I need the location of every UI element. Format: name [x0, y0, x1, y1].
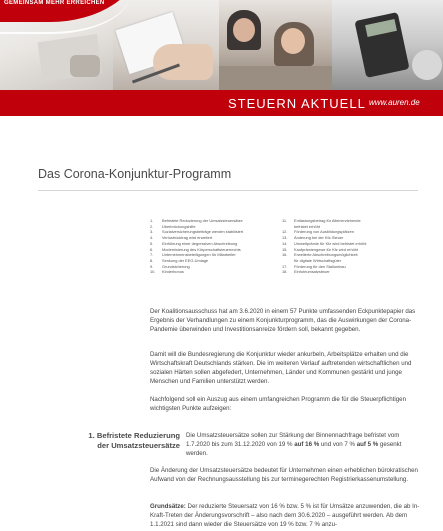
- intro-paragraph-3: Nachfolgend soll ein Auszug aus einem umfangreichen Programm die für die Steuerpflichtigen wichtigsten Punkte aufzeigen:: [150, 396, 407, 413]
- document-title: Das Corona-Konjunktur-Programm: [38, 167, 232, 181]
- section-heading: [80, 431, 180, 451]
- toc-item: 1. Befristete Reduzierung der Umsatzsteuersätze: [150, 218, 243, 223]
- toc-item: 4. Verlustrücktrag wird erweitert: [150, 235, 213, 241]
- toc-item: 6. Modernisierung des Körperschaftsteuerrechts: [150, 246, 241, 252]
- banner-title: STEUERN AKTUELL: [228, 96, 366, 111]
- section-paragraph-2: Die Änderung der Umsatzsteuersätze bedeutet für Unternehmen einen erheblichen bürokratischen Aufwand von der Rechnungsausstellung bis zur terminegerechten Registrierkassenumstellung.: [150, 467, 418, 484]
- toc-item: für digitale Wirtschaftsgüter: [294, 257, 342, 263]
- toc-item: 9. Grundsicherung: [150, 263, 190, 269]
- toc-item: 10. Kinderbonus: [150, 269, 184, 275]
- toc-item: 18. Einfuhrumsatzsteuer: [282, 269, 330, 275]
- header-photo-meeting: [219, 0, 332, 90]
- toc-item: 12. Förderung von Ausbildungsplätzen: [282, 229, 354, 235]
- header-photo-calculator: [332, 0, 443, 90]
- toc-item: befristet erhöht: [294, 223, 320, 229]
- logo-tagline: GEMEINSAM MEHR ERREICHEN: [4, 0, 105, 6]
- toc-right-column: [282, 218, 412, 275]
- toc-item: 7. Unternehmensbeteiligungen für Mitarbeiter: [150, 252, 236, 258]
- banner-url[interactable]: www.auren.de: [369, 98, 420, 107]
- intro-paragraph-2: Damit will die Bundesregierung die Konjunktur wieder ankurbeln, Arbeitsplätze erhalten und die Wirtschaftskraft Deutschlands stärken. Die im weiteren Verlauf auftretenden wirtschaftlichen und sozialen Härten sollen abgefedert, Unternehmen, Länder und Kommunen gestärkt und junge Menschen und Familien unterstützt werden.: [150, 351, 412, 386]
- toc-item: 16. Erweiterte Abschreibungsmöglichkeit: [282, 252, 358, 258]
- section-heading-line-1: 1. Befristete Reduzierung: [88, 431, 180, 440]
- header-banner-gap: [0, 116, 443, 120]
- toc-item: 13. Änderung bei der Kfz-Steuer: [282, 235, 344, 241]
- section-heading-line-2: der Umsatzsteuersätze: [97, 441, 180, 450]
- toc-item: 15. Kaufprämiengewe für Kfz wird erhöht: [282, 246, 359, 252]
- toc-item: 14. Umweltprämie für Kfz wird befristet erhöht: [282, 240, 367, 246]
- toc-item: 5. Einführung einer degressiven Abschreibung: [150, 240, 238, 246]
- toc-item: 3. Sozialversicherungsbeiträge werden stabilisiert: [150, 229, 244, 235]
- toc-left-column: [150, 218, 272, 275]
- toc-item: 11. Entlastungsbetrag für Alleinerziehende: [282, 218, 361, 223]
- header-photo-documents: [113, 0, 219, 90]
- toc-item: 2. Überbrückungshilfe: [150, 223, 196, 229]
- toc-item: 8. Senkung der EEG-Umlage: [150, 257, 209, 263]
- section-paragraph-1: Die Umsatzsteuersätze sollen zur Stärkung der Binnennachfrage befristet vom 1.7.2020 bis zum 31.12.2020 von 19 % auf 16 % und von 7 % auf 5 % gesenkt werden.: [186, 432, 402, 458]
- intro-paragraph-1: Der Koalitionsausschuss hat am 3.6.2020 in einem 57 Punkte umfassenden Eckpunktepapier das Ergebnis der Verhandlungen zu einem Konjunkturprogramm, das die Auswirkungen der Corona-Pandemie überwinden und Investitionsanreize fördern soll, bekannt gegeben.: [150, 308, 416, 334]
- title-divider: [38, 190, 418, 191]
- section-paragraph-3: Grundsätze: Der reduzierte Steuersatz von 16 % bzw. 5 % ist für Umsätze anzuwenden, die ab In-Kraft-Treten der Änderungsvorschrift – also nach dem 30.6.2020 – ausgeführt werden. Ab dem 1.1.2021 sind dann wieder die Steuersätze von 19 % bzw. 7 % anzu-: [150, 503, 420, 529]
- toc-item: 17. Förderung für den Stallumbau: [282, 263, 346, 269]
